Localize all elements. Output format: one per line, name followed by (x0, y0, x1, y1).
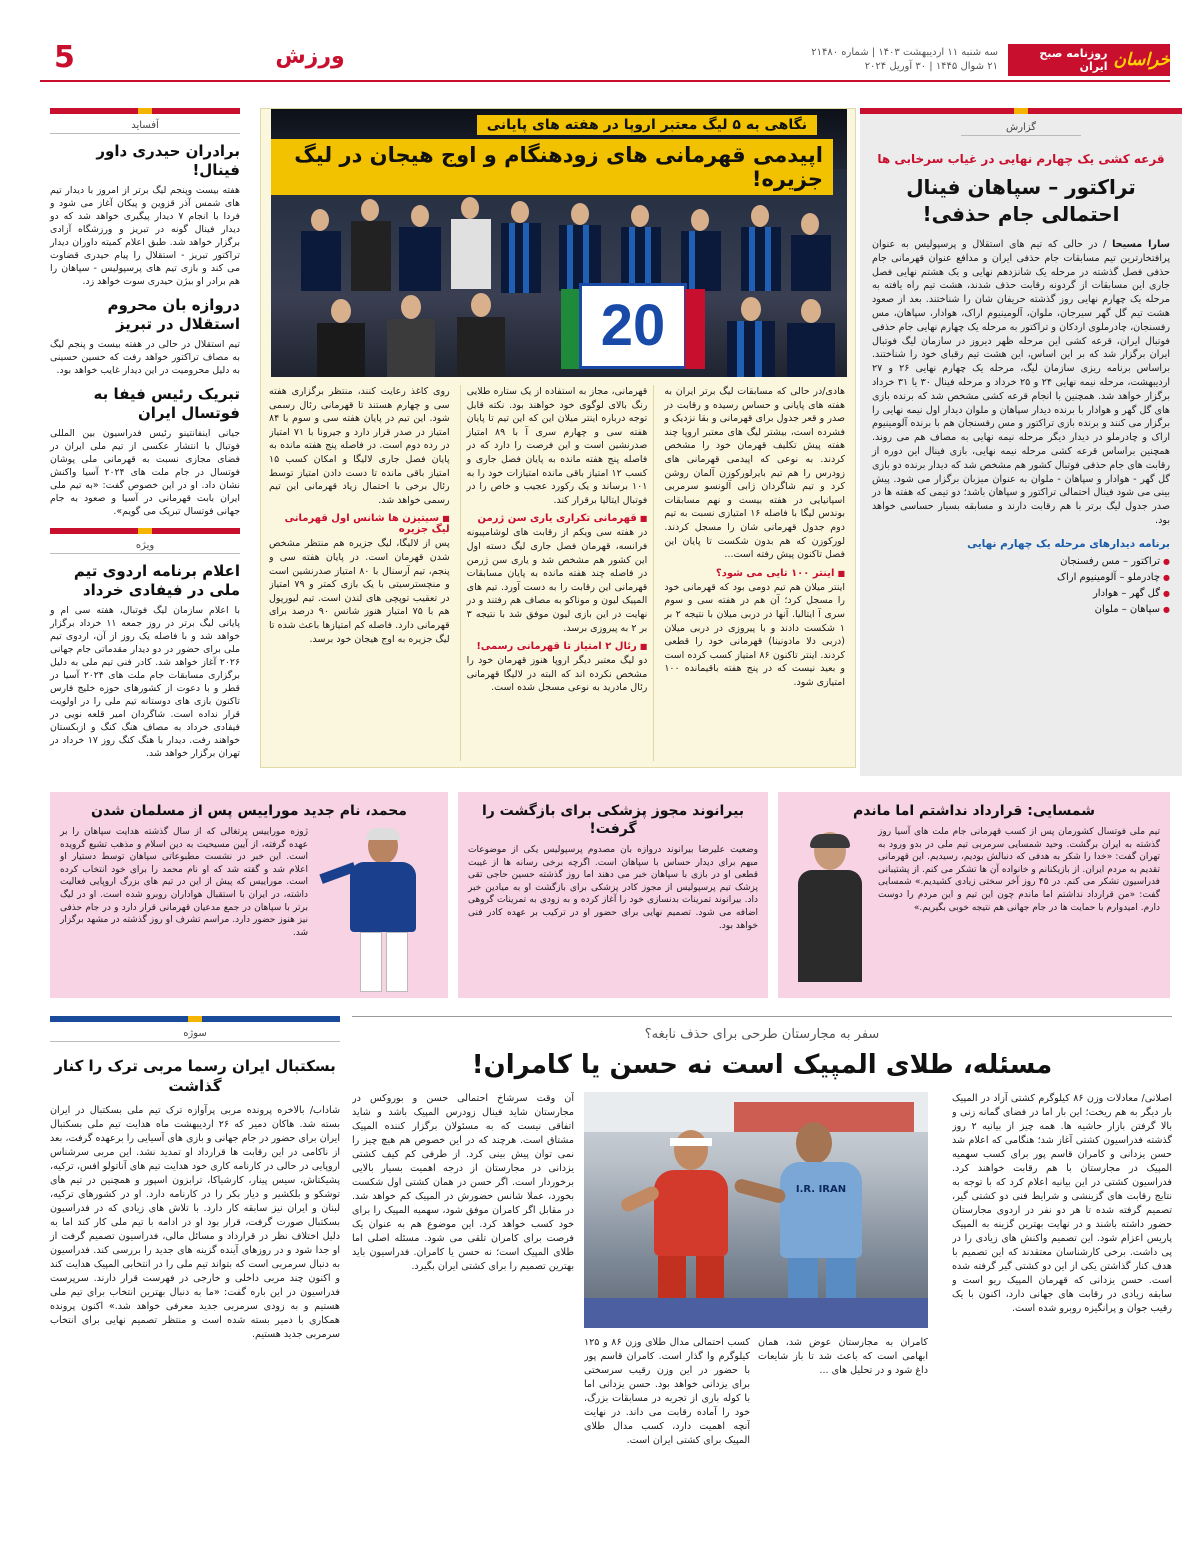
news-headline: اعلام برنامه اردوی تیم ملی در فیفادی خرداد (73, 562, 240, 599)
news-headline: شمسایی: قرارداد نداشتم اما ماندم (853, 803, 1095, 819)
wrestlers-photo (584, 1092, 928, 1328)
report-box: گزارش قرعه کشی یک چهارم نهایی در غیاب سرخابی ها تراکتور – سپاهان فینال احتمالی جام حذفی! سارا مسیحا / در حالی که تیم های استقلال و پرسپولیس به عنوان پرافتخارترین تیم مسابقات جام حذفی ایران و مدافع عنوان قهرمانی جام حذفی فصل گذشته در مرحله یک شانزدهم نهایی و یک هشتم نهایی فصل جاری این مسابقات از گردونه رقابت حذف شدند، هشت تیم راه یافته به مرحله یک چهارم نهایی روز گذشته حریفان شان را شناختند. بعد از صعود هشت تیم گل گهر سیرجان، ملوان، آلومینیوم اراک، هوادار، سپاهان، مس رفسنجان، چادرملوی اردکان و تراکتور به مرحله یک چهارم نهایی جام حذفی فوتبال ایران، قرعه کشی این مرحله ظهر دیروز در سازمان لیگ فوتبال ایران برگزار شد که بر این اساس، این هشت تیم رقبای خود را شناختند. براساس برنامه ریزی سازمان لیگ، مرحله یک چهارم نهایی ۲۶ و ۲۷ اردیبهشت، مرحله نیمه نهایی ۲۴ و ۲۵ خرداد و مرحله فینال ۳۰ یا ۳۱ خرداد برگزار خواهد شد. همچنین با انجام قرعه کشی مشخص شد که برنده بازی های گل گهر و هوادار با برنده دیدار سپاهان و ملوان دیدار اول نیمه نهایی را برگزار می کنند و برنده بازی تراکتور و مس رفسنجان هم با برنده آلومینیوم اراک و چادرملو در دیدار دیگر مرحله نیمه نهایی به مصاف هم می روند. همچنین براساس قرعه کشی مرحله نیمه نهایی، بازی فینال این دوره از رقابت های جام حذفی فوتبال کشور هم مشخص شد که دیدار برنده دو بازی گل گهر - هوادار و سپاهان - ملوان به عنوان میزبان برگزار می شود. پیش بینی می شود فینال احتمالی تراکتور و سپاهان باشد؛ دو تیمی که هفته ها در صدر جدول لیگ برتر با هم رقابت دارند و مسابقه بسیار حساسی خواهد بود. برنامه دیدارهای مرحله یک چهارم نهایی ●تراکتور – مس رفسنجان ●چادرملو – آلومینیوم اراک ●گل گهر – هوادار ●سپاهان – ملوان (860, 108, 1182, 776)
wrestling-kicker: سفر به مجارستان طرحی برای حذف نابغه؟ (644, 1027, 880, 1042)
special-label: ویژه (50, 540, 240, 554)
singlet-text: I.R. IRAN (780, 1162, 862, 1258)
report-label: گزارش (961, 122, 1081, 136)
dateline (811, 46, 998, 74)
offside-label: آفساید (50, 120, 240, 134)
schedule-title: برنامه دیدارهای مرحله یک چهارم نهایی (967, 537, 1170, 550)
news-headline: بیرانوند مجوز پزشکی برای بازگشت را گرفت! (481, 803, 745, 837)
news-headline: دروازه بان محروم استقلال در تبریز (107, 296, 240, 333)
feature-subhead: ■رئال ۲ امتیاز تا قهرمانی رسمی! (476, 641, 648, 653)
news-body: هفته بیست وپنجم لیگ برتر از امروز با دیدار تیم های شمس آذر قزوین و پیکان آغاز می شود و فردا با انجام ۷ دیدار پیگیری خواهد شد که دو دیدار فینال گونه در تبریز و ورزشگاه آزادی برگزار خواهد شد. طبق اعلام کمیته داوران دیدار تراکتور تبریز - استقلال را پیام حیدری قضاوت می کند و بازی تیم های پرسپولیس - سپاهان را هم برادر او بیژن حیدری سوت خواهد زد. (50, 185, 240, 287)
schedule-list (872, 554, 1170, 618)
pink-news-band (50, 792, 1170, 998)
feature-box (260, 108, 856, 768)
basketball-story (50, 1016, 340, 1546)
news-body: جیانی اینفانتینو رئیس فدراسیون بین المللی فوتبال با انتشار عکسی از تیم ملی ایران در فضای مجازی نسبت به قهرمانی ملی پوشان فوتسال در جام ملت های ۲۰۲۴ آسیا واکنش نشان داد. او در این خصوص گفت: «به تیم ملی ایران بابت قهرمانی در آسیا و صعود به جام جهانی فوتسال تبریک می گویم». (50, 428, 241, 517)
subject-label: سوژه (50, 1028, 340, 1042)
feature-subhead: ■اینتر ۱۰۰ تایی می شود؟ (715, 567, 845, 579)
list-item: ●سپاهان – ملوان (1094, 603, 1170, 615)
feature-subhead: ■سیتیزن ها شانس اول قهرمانی لیگ جزیره (284, 513, 450, 536)
news-body: آن وقت سرشاخ احتمالی حسن و بوروکس در مجارستان شاید فینال زودرس المپیک باشد و شاید اتفاقی نیست که به مسئولان برگزار کننده المپیک مشتاق است. هرچند که در این خصوص هم هیچ چیز را نمی توان پیش بینی کرد. از طرفی کم کیف کشتی یزدانی در مجارستان از درجه اهمیت بسیار بالایی برخوردار است. اگر حسن در همان کشتی اول شکست بخورد، عملا شانس حضورش در المپیک کم خواهد شد. در مقابل اگر کامران موفق شود، سهمیه المپیک را برای خود کسب خواهد کرد. این موضوع هم به عنوان یک فرصت برای کامران تلقی می شود. مسئله اصلی اما طلای المپیک است؛ نه حسن یا کامران. فدراسیون باید بهترین تصمیم را برای کشتی ایران بگیرد. (352, 1093, 574, 1272)
news-body: با اعلام سازمان لیگ فوتبال، هفته سی ام و پایانی لیگ برتر در روز جمعه ۱۱ خرداد برگزار خواهد شد و با فاصله یک روز از آن، اردوی تیم ملی برای حضور در دو دیدار مقدماتی جام جهانی ۲۰۲۶ آغاز خواهد شد. کادر فنی تیم ملی به دلیل برگزاری مسابقات جام ملت های ۲۰۲۴ آسیا در قطر و با دعوت از کشورهای حوزه خلیج فارس تاکنون بازی های دوستانه تیم ملی را در اولویت قرار نداده است. شاگردان امیر قلعه نویی در فیفادی خرداد به مصاف هنگ کنگ و ازبکستان خواهند رفت. دیدار با هنگ کنگ روز ۱۷ خرداد در تهران برگزار خواهد شد. (50, 605, 240, 759)
pink-box-shamsaei (778, 792, 1170, 998)
feature-col-1: هادی/در حالی که مسابقات لیگ برتر ایران به هفته های پایانی و حساس رسیده و رقابت در صدر و قعر جدول برای قهرمانی و بقا نزدیک و فشرده است، بیشتر لیگ های معتبر اروپا چند هفته پیش تکلیف قهرمان خود را مشخص کردند. به نوعی که اپیدمی قهرمانی های زودرس را هم تیم بایرلورکوزن آلمان روشن کرد و تیم شاگردان ژابی آلونسو سرمربی اسپانیایی در هفته بیست و نهم مسابقات بوندس لیگا با فاصله ۱۶ امتیازی نسبت به تیم دوم جدول قهرمانی شان را مسجل کردند. لورکوزن که هم بدون شکست تا پایان این فصل تاکنون پیش رفته است... ■اینتر ۱۰۰ تایی می شود؟ اینتر میلان هم تیم دومی بود که قهرمانی خود را مسجل کرد؛ آن هم در هفته سی و سوم سری آ ایتالیا. آنها در دربی میلان با نتیجه ۲ بر ۱ شکست دادند و با پیروزی در دربی میلان (دربی دلا مادونینا) قهرمانی خود را قطعی کردند. اینتر تاکنون ۸۶ امتیاز کسب کرده است و بعید نیست که در پنج هفته باقیمانده ۱۰۰ امتیازی شود. (664, 386, 845, 688)
news-body: تیم استقلال در حالی در هفته بیست و پنجم لیگ به مصاف تراکتور خواهد رفت که حسین حسینی به دلیل محرومیت در این دیدار غایب خواهد بود. (50, 339, 240, 376)
masthead (40, 38, 1170, 82)
report-title: تراکتور – سپاهان فینال احتمالی جام حذفی! (906, 175, 1136, 226)
list-item: ●گل گهر – هوادار (1092, 587, 1170, 599)
news-body: تیم ملی فوتسال کشورمان پس از کسب قهرمانی جام ملت های آسیا روز گذشته به ایران برگشت. وحید شمسایی سرمربی تیم ملی در بدو ورود به تهران گفت: «خدا را شکر به هدفی که دنبالش بودیم، رسیدیم. این قهرمانی تقدیم به مردم ایران. از بازیکنانم و خانواده آن ها تشکر می کنم. از پشتیبانی فدراسیون تشکر می کنم. در ۴۵ روز آخر سختی زیادی کشیدیم.» شمسایی گفت: «من قرارداد نداشتم اما ماندم چون این تیم و این مردم را دوست دارم. امیدوارم با حمایت ها در جام جهانی هم نتیجه خوبی بگیریم.» (878, 827, 1160, 913)
list-item: ●چادرملو – آلومینیوم اراک (1057, 571, 1170, 583)
brand-block[interactable] (1008, 44, 1170, 76)
feature-kicker: نگاهی به ۵ لیگ معتبر اروپا در هفته های پایانی (477, 115, 817, 135)
wrestling-headline: مسئله، طلای المپیک است نه حسن یا کامران! (471, 1050, 1053, 1080)
dateline-persian: سه شنبه ۱۱ اردیبهشت ۱۴۰۳ | شماره ۲۱۴۸۰ (811, 47, 998, 58)
brand-logo: خراسان (1113, 50, 1170, 70)
brand-tagline: روزنامه صبح ایران (1039, 47, 1108, 73)
feature-headline: اپیدمی قهرمانی های زودهنگام و اوج هیجان در لیگ جزیره! (271, 139, 833, 195)
news-headline: برادران حیدری داور فینال! (96, 142, 240, 179)
feature-columns (269, 385, 845, 761)
pink-box-morais (50, 792, 448, 998)
feature-col-3: روی کاغذ رعایت کنند، منتظر برگزاری هفته سی و چهارم هستند تا قهرمانی رئال رسمی شود. این تیم در پایان هفته سی و سوم با ۸۴ امتیاز در صدر قرار دارد و جیرونا با ۷۱ امتیاز در رده دوم است. در فاصله پنج هفته مانده به پایان فصل جاری لالیگا و امکان کسب ۱۵ امتیاز باقی مانده تا دست دادن امتیاز توسط رئال برخی با احتمال زیاد قهرمانی این تیم رسمی خواهد شد. ■سیتیزن ها شانس اول قهرمانی لیگ جزیره پس از لالیگا، لیگ جزیره هم منتظر مشخص شدن قهرمان است. در پایان هفته سی و پنجم، تیم آرسنال با ۸۰ امتیاز صدرنشین است و منچسترسیتی با یک بازی کمتر و ۷۹ امتیاز در تعقیب توپچی های لندن است. تیم لیورپول هم با ۷۵ امتیاز هنوز شانس ۹۰ درصد برای قهرمانی دارد. فاصله کم امتیازها باعث شده تا لیگ جزیره به اوج هیجان خود برسد. (268, 386, 450, 645)
coach-photo (792, 832, 866, 982)
news-headline: تبریک رئیس فیفا به فوتسال ایران (93, 385, 240, 422)
news-body: ژوزه موراییس پرتغالی که از سال گذشته هدایت سپاهان را بر عهده گرفته، از آیین مسیحیت به دین اسلام و مذهب تشیع گرویده است. این خبر در نشست مطبوعاتی سپاهان توسط دستیار او اعلام شد و گفته شد که او نام محمد را برای خود انتخاب کرده است. موراییس که پیش از این در تیم های بزرگ اروپایی فعالیت داشته، در ایران با استقبال هواداران روبرو شده است. او در لیگ برتر با سپاهان در جمع مدعیان قهرمانی قرار دارد و در جام حذفی نیز هنوز حضور دارد. مراسم تشرف او روز گذشته در مشهد برگزار شد. (60, 827, 308, 938)
report-kicker: قرعه کشی یک چهارم نهایی در غیاب سرخابی ها (877, 152, 1165, 166)
list-item: ●تراکتور – مس رفسنجان (1060, 555, 1170, 567)
wrestling-story (352, 1016, 1172, 1546)
news-body: کسب احتمالی مدال طلای وزن ۸۶ و ۱۲۵ کیلوگرم وا گذار است. کامران قاسم پور با حضور در این وزن رقیب سرسختی برای یزدانی خواهد بود. حسن یزدانی اما با کوله باری از تجربه در مسابقات بزرگ، خود را آماده رقابت می داند. در نهایت آنچه اهمیت دارد، کسب مدال طلای المپیک برای کشتی ایران است. (584, 1337, 750, 1446)
report-byline: سارا مسیحا (1112, 239, 1170, 250)
news-body: شاداب/ بالاخره پرونده مربی پرآوازه ترک تیم ملی بسکتبال در ایران بسته شد. هاکان دمیر که ۲۶ اردیبهشت ماه هدایت تیم ملی بسکتبال ایران برای حضور در جام جهانی و بازی های آسیایی را برعهده گرفت، بعد از ناکامی در این رقابت ها قرارداد او تمدید نشد. این مربی سرشناس اروپایی در حالی در کارنامه کاری خود هدایت تیم های آناتولو افس، ترکیه، پشیکتاش، سیس پینار، کارشیاکا، ترابزون اسپور و همچنین در تیم های توشکو و بلکشیر و دیار بکر را در کارنامه دارد. او در کشورهای ترکیه، لبنان و ایران نیز سابقه کار دارد. با تلاش های زیادی که در فدراسیون بسکتبال صورت گرفت، قرار بود او در ادامه با تیم ملی کار کند اما به دلیل اختلاف نظر در قرارداد و مسائل مالی، فدراسیون تصمیم گرفت از او جدا شود و در روزهای آینده گزینه های جدید را بررسی کند. فدراسیون به دنبال سرمربی است که بتواند تیم ملی را در انتخابی المپیک هدایت کند و اکنون چند مربی داخلی و خارجی در فهرست قرار دارند. سرپرست فدراسیون در این باره گفت: «ما به دنبال بهترین انتخاب برای تیم ملی هستیم و به زودی سرمربی جدید معرفی خواهد شد.» اکنون پرونده همکاری با دمیر بسته شده است و منتظر تصمیم نهایی برای انتخاب سرمربی جدید هستیم. (50, 1105, 341, 1340)
feature-subhead: ■قهرمانی تکراری یاری سن ژرمن (477, 513, 648, 525)
report-body: در حالی که تیم های استقلال و پرسپولیس به عنوان پرافتخارترین تیم مسابقات جام حذفی ایران و مدافع عنوان قهرمانی جام حذفی فصل گذشته در مرحله یک شانزدهم نهایی و یک هشتم نهایی فصل جاری این مسابقات از گردونه رقابت حذف شدند، هشت تیم راه یافته به مرحله یک چهارم نهایی روز گذشته حریفان شان را شناختند. بعد از صعود هشت تیم گل گهر سیرجان، ملوان، آلومینیوم اراک، هوادار، سپاهان، مس رفسنجان، چادرملوی اردکان و تراکتور به مرحله یک چهارم نهایی جام حذفی فوتبال ایران، قرعه کشی این مرحله ظهر دیروز در سازمان لیگ فوتبال ایران برگزار شد که بر این اساس، این هشت تیم رقبای خود را شناختند. براساس برنامه ریزی سازمان لیگ، مرحله یک چهارم نهایی ۲۶ و ۲۷ اردیبهشت، مرحله نیمه نهایی ۲۴ و ۲۵ خرداد و مرحله فینال ۳۰ یا ۳۱ خرداد برگزار خواهد شد. همچنین با انجام قرعه کشی مشخص شد که برنده بازی های گل گهر و هوادار با برنده دیدار سپاهان و ملوان دیدار اول نیمه نهایی را برگزار می کنند و برنده بازی تراکتور و مس رفسنجان هم با برنده آلومینیوم اراک و چادرملو در دیدار دیگر مرحله نیمه نهایی به مصاف هم می روند. همچنین براساس قرعه کشی مرحله نیمه نهایی، بازی فینال این دوره از رقابت های جام حذفی فوتبال کشور هم مشخص شد که دیدار برنده دو بازی گل گهر - هوادار و سپاهان - ملوان به عنوان میزبان برگزار می شود. پیش بینی می شود فینال احتمالی تراکتور و سپاهان باشد؛ دو تیمی که هفته ها در صدر جدول لیگ برتر با هم رقابت دارند و مسابقه بسیار حساسی خواهد بود. (872, 239, 1170, 526)
news-headline: محمد، نام جدید موراییس پس از مسلمان شدن (91, 803, 407, 819)
scudetto-number-banner: 20 (579, 283, 687, 369)
left-sidebar (50, 108, 240, 776)
news-body: وضعیت علیرضا بیرانوند دروازه بان مصدوم پرسپولیس یکی از موضوعات مبهم برای دیدار حساس با سپاهان است. اگرچه برخی رسانه ها از غیبت قطعی او در بازی با سپاهان خبر می دهند اما روز گذشته حسین حاجی تقی پزشک تیم پرسپولیس از مجوز کادر پزشکی برای بازگشت او به میادین خبر داد. بیرانوند تمرینات بدنسازی خود را آغاز کرده و به زودی به تمرینات گروهی اضافه می شود. تصمیم نهایی برای حضور او در ترکیب بر عهده کادر فنی خواهد بود. (468, 845, 758, 931)
news-body: کامران به مجارستان عوض شد، همان ابهامی است که باعث شد تا باز شایعات داغ شود و در تحلیل های ... (758, 1337, 928, 1376)
morais-photo (318, 828, 438, 992)
feature-col-2: قهرمانی، مجاز به استفاده از یک ستاره طلایی رنگ بالای لوگوی خود خواهند بود. نکته قابل توجه درباره اینتر میلان این که این تیم تا پایان هفته سی و چهارم سری آ با ۸۹ امتیاز صدرنشین است و این فرصت را دارد که در فاصله پنج هفته مانده به پایان فصل جاری و کسب ۱۲ امتیاز باقی مانده امتیازات خود را به ۱۰۱ برساند و یک رکورد عجیب و خاص را در فوتبال ایتالیا برقرار کند. ■قهرمانی تکراری یاری سن ژرمن در هفته سی ویکم از رقابت های لوشامپیونه فرانسه، قهرمان فصل جاری لیگ دسته اول این کشور هم مشخص شد و یاری سن ژرمن در فاصله چند هفته مانده به پایان مسابقات قهرمانی این رقابت را به دست آورد. تیم های المپیک لیون و موناکو به مصاف هم رفتند و در نهایت در این بازی لیون موفق شد با نتیجه ۳ بر ۲ به پیروزی برسد. ■رئال ۲ امتیاز تا قهرمانی رسمی! دو لیگ معتبر دیگر اروپا هنوز قهرمان خود را مشخص نکرده اند که البته در لالیگا قهرمانی رئال مادرید به نوعی مسجل شده است. (460, 385, 655, 761)
section-title: ورزش (275, 44, 345, 69)
page-number: 5 (54, 40, 75, 75)
inter-celebration-photo (271, 109, 847, 377)
news-body: اصلانی/ معادلات وزن ۸۶ کیلوگرم کشتی آزاد در المپیک بار دیگر به هم ریخت؛ این بار اما در فضای گمانه زنی و بالا گرفتن بازار حاشیه ها. همه چیز از بیانیه ۲ روز گذشته فدراسیون کشتی آغاز شد؛ هنگامی که اعلام شد حسن یزدانی و کامران قاسم پور برای کسب سهمیه المپیک در مجارستان با هم رقابت خواهند کرد. فدراسیون کشتی در این بیانیه اعلام کرد که با توجه به نتایج رقابت های گزینشی و شرایط فنی دو کشتی گیر، تصمیم گرفته شده تا هر دو نفر در اردوی مجارستان حضور داشته باشند و در نهایت بهترین گزینه به المپیک پاریس اعزام شود. این تصمیم واکنش های زیادی را در پی داشت. برخی کارشناسان معتقدند که این تصمیم با هدف کنار گذاشتن یکی از این دو کشتی گیر گرفته شده است. حسن یزدانی که قهرمان المپیک ریو است و سابقه زیادی در رقابت های جهانی دارد، اکنون با یک رقیب جوان و پرانگیزه روبرو شده است. (952, 1093, 1172, 1314)
pink-box-beiranvand (458, 792, 768, 998)
dateline-other: ۲۱ شوال ۱۴۴۵ | ۳۰ آوریل ۲۰۲۴ (864, 61, 998, 72)
news-headline: بسکتبال ایران رسما مربی ترک را کنار گذاشت (54, 1057, 336, 1095)
